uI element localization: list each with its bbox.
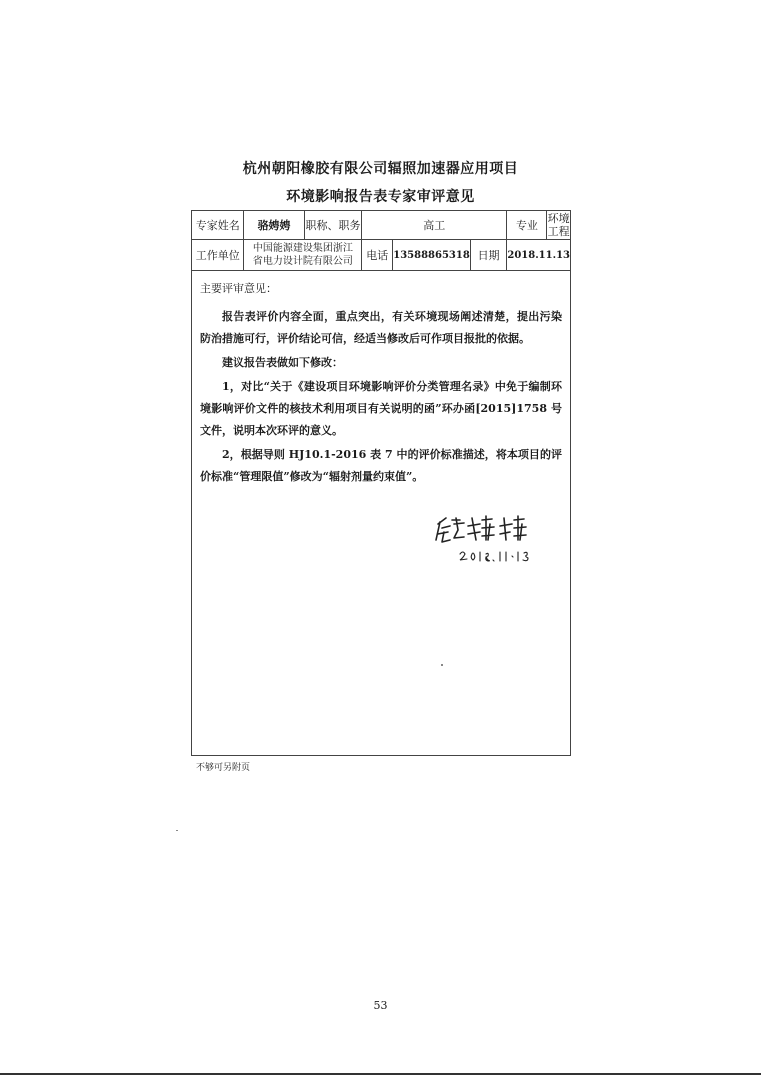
phone-cell: [362, 240, 471, 271]
major-value: 环境工程: [547, 212, 570, 238]
opinion-heading: 主要评审意见：: [200, 282, 277, 295]
review-opinion: [192, 271, 570, 488]
handwritten-signature: [430, 510, 550, 570]
title-value: 高工: [362, 211, 507, 240]
scan-speck: [441, 664, 443, 666]
opinion-paragraph: 2，根据导则 HJ10.1-2016 表 7 中的评价标准描述，将本项目的评价标准“管理限值”修改为“辐射剂量约束值”。: [200, 448, 562, 483]
name-value: 骆娉娉: [244, 211, 304, 240]
expert-info-table: [192, 211, 570, 271]
major-label: 专业: [507, 211, 547, 239]
employer-label: 工作单位: [192, 240, 244, 271]
page-number: 53: [373, 999, 388, 1012]
document-subtitle: 环境影响报告表专家审评意见: [286, 189, 475, 205]
name-label: 专家姓名: [192, 211, 244, 240]
phone-label: 电话: [362, 240, 393, 270]
bottom-edge-line: [0, 1073, 761, 1075]
opinion-paragraph: 1，对比“关于《建设项目环境影响评价分类管理名录》中免于编制环境影响评价文件的核技术利用项目有关说明的函”环办函[2015]1758 号文件，说明本次环评的意义。: [200, 380, 562, 437]
employer-value: 中国能源建设集团浙江省电力设计院有限公司: [244, 240, 362, 271]
scan-speck: [176, 830, 178, 831]
phone-value: 13588865318: [393, 249, 470, 261]
footnote: 不够可另附页: [196, 763, 251, 773]
review-form: [191, 210, 571, 756]
date-label: 日期: [470, 240, 507, 271]
opinion-paragraph: 建议报告表做如下修改：: [222, 356, 343, 369]
document-title: 杭州朝阳橡胶有限公司辐照加速器应用项目: [242, 161, 519, 177]
major-label-cell: [507, 211, 570, 240]
title-label: 职称、职务: [304, 211, 362, 240]
date-value: 2018.11.13: [507, 240, 570, 271]
opinion-paragraph: 报告表评价内容全面，重点突出，有关环境现场阐述清楚，提出污染防治措施可行，评价结论可信，经适当修改后可作项目报批的依据。: [200, 310, 562, 345]
